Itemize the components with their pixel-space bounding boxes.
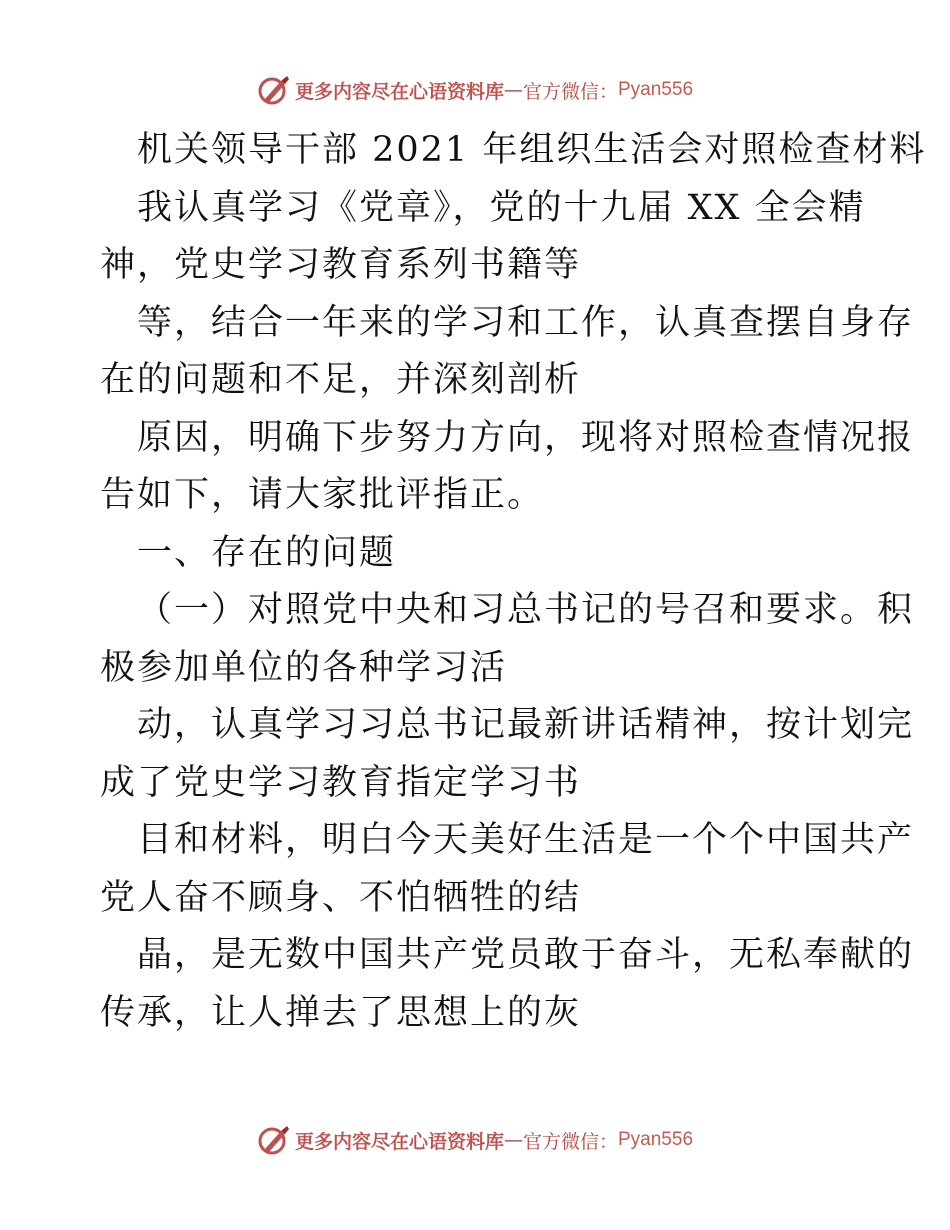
paragraph-line: 原因，明确下步努力方向，现将对照检查情况报 xyxy=(137,417,915,458)
paragraph-line: 等，结合一年来的学习和工作，认真查摆自身存 xyxy=(137,302,915,343)
paragraph-line: 神，党史学习教育系列书籍等 xyxy=(100,245,582,285)
banner-wechat-id: Pyan556 xyxy=(618,79,694,100)
pen-logo-icon xyxy=(257,1123,291,1157)
document-title: 机关领导干部 2021 年组织生活会对照检查材料 xyxy=(137,130,927,170)
banner-dash: — xyxy=(503,79,523,101)
paragraph-line: 党人奋不顾身、不怕牺牲的结 xyxy=(100,877,582,918)
document-body xyxy=(100,122,927,1042)
paragraph-line: 传承，让人掸去了思想上的灰 xyxy=(100,992,582,1033)
paragraph-line: 我认真学习《党章》，党的十九届 XX 全会精 xyxy=(137,187,866,228)
paragraph-line: （一）对照党中央和习总书记的号召和要求。积 xyxy=(137,590,915,630)
header-watermark-banner xyxy=(0,70,950,110)
banner-brand-text: 更多内容尽在心语资料库 xyxy=(294,80,504,103)
footer-watermark-banner xyxy=(0,1120,950,1160)
paragraph-line: 动，认真学习习总书记最新讲话精神，按计划完 xyxy=(137,705,915,745)
paragraph-line: 晶，是无数中国共产党员敢于奋斗，无私奉献的 xyxy=(137,935,915,975)
banner-wechat-label: 官方微信： xyxy=(522,80,618,103)
paragraph-line: 成了党史学习教育指定学习书 xyxy=(100,762,582,803)
paragraph-line: 在的问题和不足，并深刻剖析 xyxy=(100,360,582,400)
pen-logo-icon xyxy=(257,73,291,107)
banner-wechat-label: 官方微信： xyxy=(522,1130,618,1153)
section-heading: 一、存在的问题 xyxy=(137,532,397,573)
paragraph-line: 极参加单位的各种学习活 xyxy=(100,647,508,688)
banner-dash: — xyxy=(503,1129,523,1151)
banner-wechat-id: Pyan556 xyxy=(618,1129,694,1150)
paragraph-line: 目和材料，明白今天美好生活是一个个中国共产 xyxy=(137,820,915,860)
paragraph-line: 告如下，请大家批评指正。 xyxy=(100,475,545,515)
banner-brand-text: 更多内容尽在心语资料库 xyxy=(294,1130,504,1153)
